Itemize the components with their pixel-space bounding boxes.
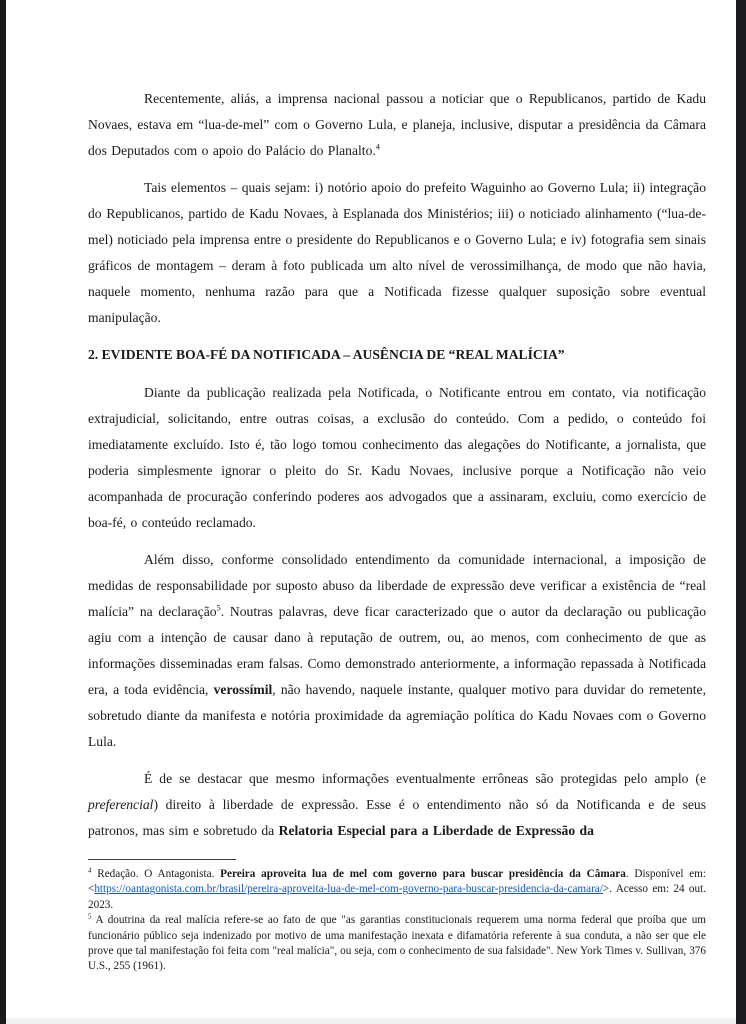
text-run: Além disso, conforme consolidado entendimento da comunidade internacional, a imposição de medidas de responsabilidade por suposto abuso da liberdade de expressão deve verificar a existência de “real malícia” na declaração [88,552,706,619]
footnotes-section [88,867,706,975]
text-run: A doutrina da real malícia refere-se ao fato de que "as garantias constitucionais requerem uma norma federal que proíba que um funcionário público seja indenizado por motivo de uma manifestação inexata e difamatória referente à sua conduta, a não ser que ele prove que tal manifestação foi feita com "real malícia", ou seja, com o conhecimento de sua falsidade". New York Times v. Sullivan, 376 U.S., 255 (1961). [88,914,706,973]
paragraph-destacar [88,766,706,844]
text-run: Relatoria Especial para a Liberdade de Expressão da [278,823,594,838]
footnote-url-link[interactable]: https://oantagonista.com.br/brasil/pereira-aproveita-lua-de-mel-com-governo-para-buscar-presidencia-da-camara/ [94,883,603,896]
text-run: , não havendo, naquele instante, qualquer motivo para duvidar do remetente, sobretudo diante da manifesta e notória proximidade da agremiação política do Kadu Novaes com o Governo Lula. [88,682,706,749]
left-edge-bar [0,0,6,1024]
footnote-4 [88,867,706,913]
right-edge-bar [736,0,746,1024]
paragraph-alem-disso [88,547,706,755]
text-run: . Disponível em: < [88,868,706,896]
paragraph-diante [88,380,706,536]
bottom-strip [6,1018,736,1024]
paragraph-recentemente [88,86,706,164]
section-heading: 2. EVIDENTE BOA-FÉ DA NOTIFICADA – AUSÊNCIA DE “REAL MALÍCIA” [88,347,565,362]
text-run: >. Acesso em: 24 out. 2023. [88,883,706,911]
footnote-reference: 5 [88,912,92,921]
footnote-5 [88,913,706,975]
text-run: Diante da publicação realizada pela Notificada, o Notificante entrou em contato, via notificação extrajudicial, solicitando, entre outras coisas, a exclusão do conteúdo. Com a pedido, o conteúdo foi imediatamente excluído. Isto é, tão logo tomou conhecimento das alegações do Notificante, a jornalista, que poderia simplesmente ignorar o pleito do Sr. Kadu Novaes, inclusive porque a Notificação não veio acompanhada de procuração conferindo poderes aos advogados que a assinaram, excluiu, como exercício de boa-fé, o conteúdo reclamado. [88,385,706,530]
footnote-reference: 4 [88,866,92,875]
footnote-reference: 4 [375,141,380,152]
text-run: preferencial [88,797,154,812]
text-run: verossímil [213,682,273,697]
page-content [88,0,706,975]
paragraph-tais-elementos [88,175,706,331]
text-run: Recentemente, aliás, a imprensa nacional passou a noticiar que o Republicanos, partido de Kadu Novaes, estava em “lua-de-mel” com o Governo Lula, e planeja, inclusive, disputar a presidência da Câmara dos Deputados com o apoio do Palácio do Planalto. [88,91,706,158]
footnote-reference: 5 [216,602,221,613]
text-run: É de se destacar que mesmo informações eventualmente errôneas são protegidas pelo amplo (e [144,771,706,786]
text-run: Tais elementos – quais sejam: i) notório apoio do prefeito Waguinho ao Governo Lula; ii) integração do Republicanos, partido de Kadu Novaes, à Esplanada dos Ministérios; iii) o noticiado alinhamento (“lua-de-mel) noticiado pela imprensa entre o presidente do Republicanos e o Governo Lula; e iv) fotografia sem sinais gráficos de montagem – deram à foto publicada um alto nível de verossimilhança, de modo que não havia, naquele momento, nenhuma razão para que a Notificada fizesse qualquer suposição sobre eventual manipulação. [88,180,706,325]
footnote-separator [88,859,236,860]
text-run: ) direito à liberdade de expressão. Esse é o entendimento não só da Notificanda e de seus patronos, mas sim e sobretudo da [88,797,706,838]
text-run: Pereira aproveita lua de mel com governo para buscar presidência da Câmara [220,868,626,880]
text-run: Redação. O Antagonista. [91,868,221,880]
text-run: . Noutras palavras, deve ficar caracterizado que o autor da declaração ou publicação agiu com a intenção de causar dano à reputação de outrem, ou, ao menos, com conhecimento de que as informações disseminadas eram falsas. Como demonstrado anteriormente, a informação repassada à Notificada era, a toda evidência, [88,604,706,697]
